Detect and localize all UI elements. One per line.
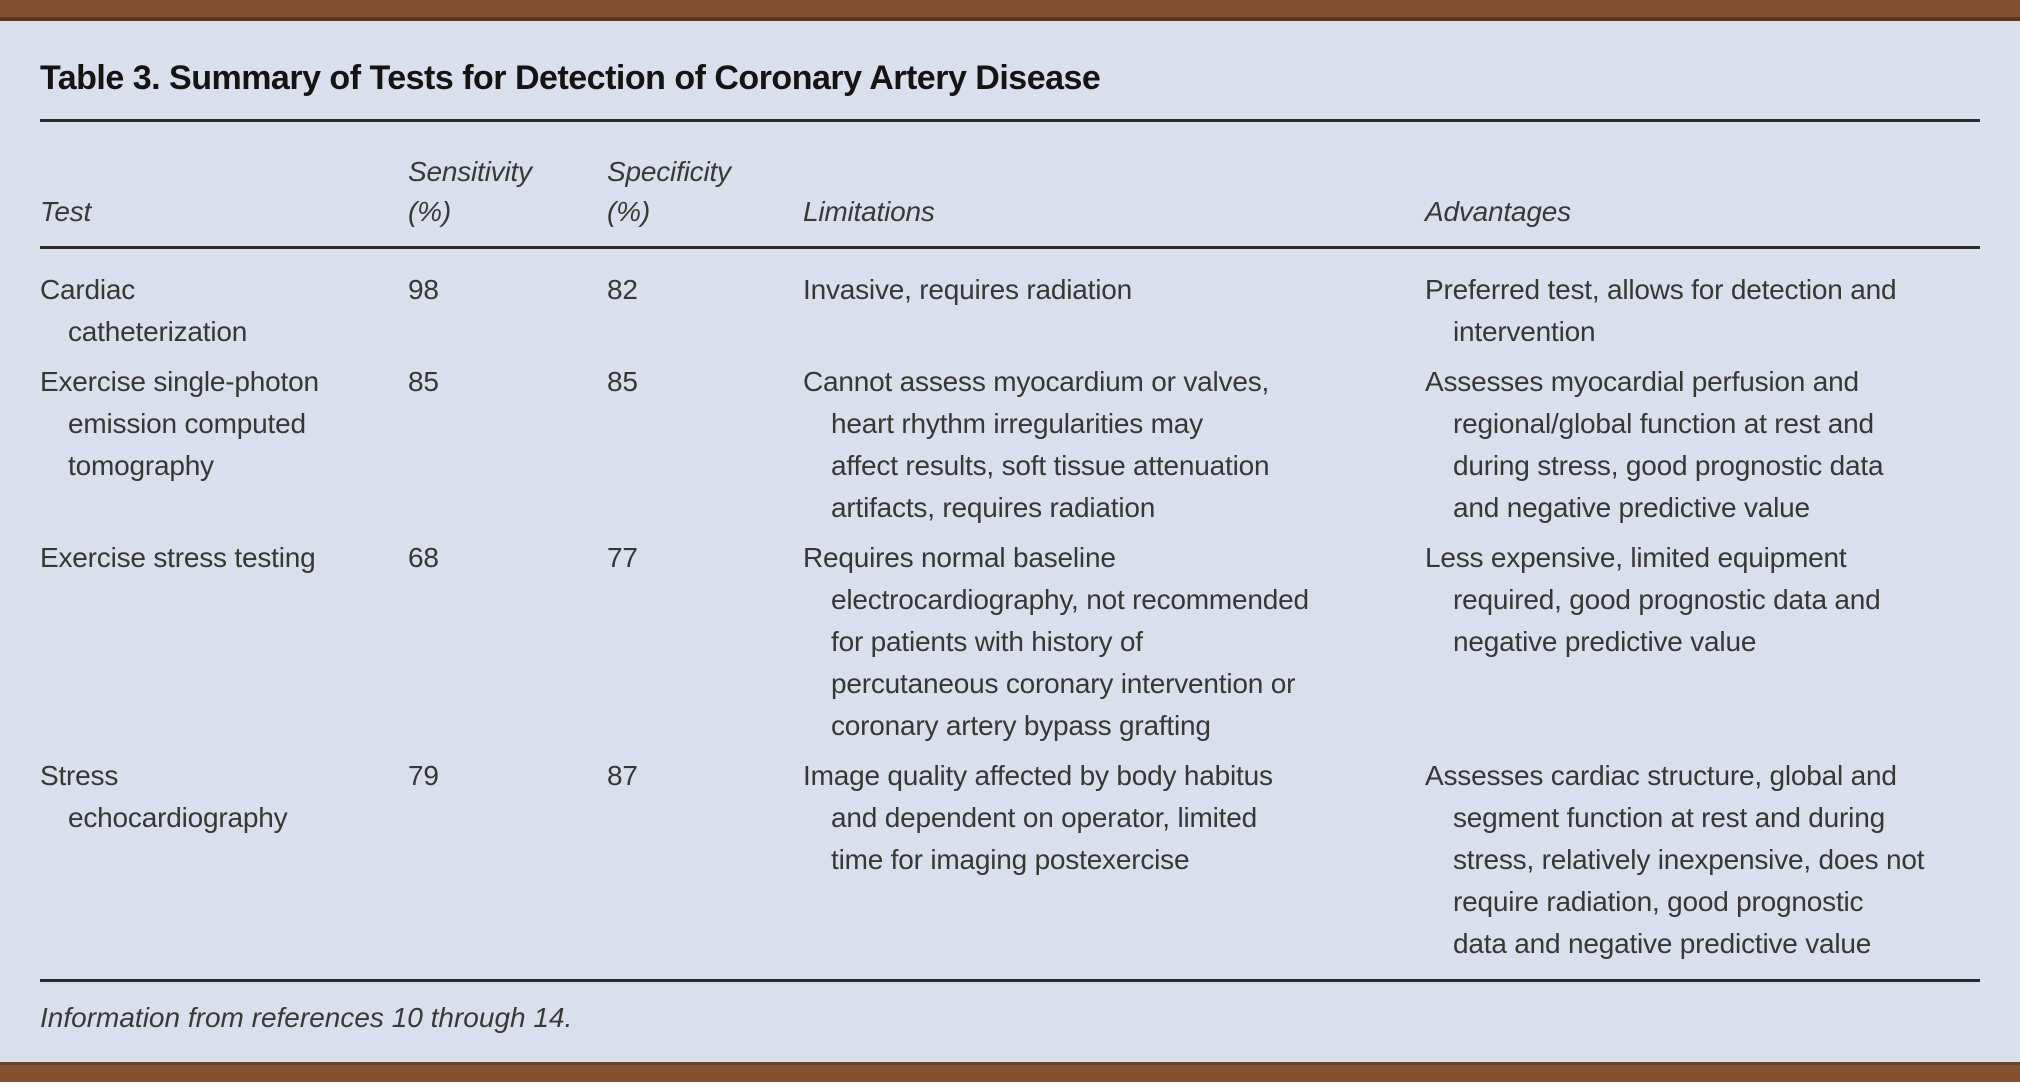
table-row [40,755,1980,965]
cell-test: Stress echocardiography [40,760,288,833]
column-header-sensitivity: Sensitivity (%) [408,156,532,227]
column-header-limitations: Limitations [803,196,935,227]
column-header-advantages: Advantages [1425,196,1571,227]
table-row [40,361,1980,529]
cell-specificity: 85 [607,366,638,397]
table-row [40,537,1980,747]
column-header-specificity: Specificity (%) [607,156,731,227]
cell-sensitivity: 79 [408,760,439,791]
cell-limitations: Requires normal baseline electrocardiography, not recommended for patients with history of percutaneous coronary intervention or coronary artery bypass grafting [803,542,1309,741]
cell-advantages: Preferred test, allows for detection and intervention [1425,274,1897,347]
cell-limitations: Invasive, requires radiation [803,274,1133,305]
column-header-test: Test [40,196,92,227]
table-content [0,21,2020,1062]
cell-test: Exercise stress testing [40,542,316,573]
table-header-row [40,122,1980,246]
source-footnote: Information from references 10 through 14. [40,1002,573,1033]
bottom-white-strip [0,1082,2020,1086]
cell-advantages: Assesses myocardial perfusion and regional/global function at rest and during stress, good prognostic data and negative predictive value [1425,366,1884,523]
cell-test: Exercise single-photon emission computed tomography [40,366,319,481]
cell-sensitivity: 85 [408,366,439,397]
cell-advantages: Less expensive, limited equipment required, good prognostic data and negative predictive value [1425,542,1881,657]
cell-sensitivity: 68 [408,542,439,573]
cell-limitations: Cannot assess myocardium or valves, heart rhythm irregularities may affect results, soft tissue attenuation artifacts, requires radiation [803,366,1270,523]
cell-limitations: Image quality affected by body habitus and dependent on operator, limited time for imaging postexercise [803,760,1273,875]
rule-under-header [40,246,1980,249]
table-title: Table 3. Summary of Tests for Detection of Coronary Artery Disease [40,59,1101,97]
table-footer [40,979,1980,1062]
cell-test: Cardiac catheterization [40,274,248,347]
table-body [40,269,1980,965]
cell-specificity: 87 [607,760,638,791]
table-row [40,269,1980,353]
top-border-bar [0,0,2020,21]
cell-sensitivity: 98 [408,274,439,305]
cell-specificity: 82 [607,274,638,305]
cell-advantages: Assesses cardiac structure, global and segment function at rest and during stress, relatively inexpensive, does not require radiation, good prognostic data and negative predictive value [1425,760,1925,959]
cell-specificity: 77 [607,542,638,573]
bottom-border-bar [0,1062,2020,1082]
